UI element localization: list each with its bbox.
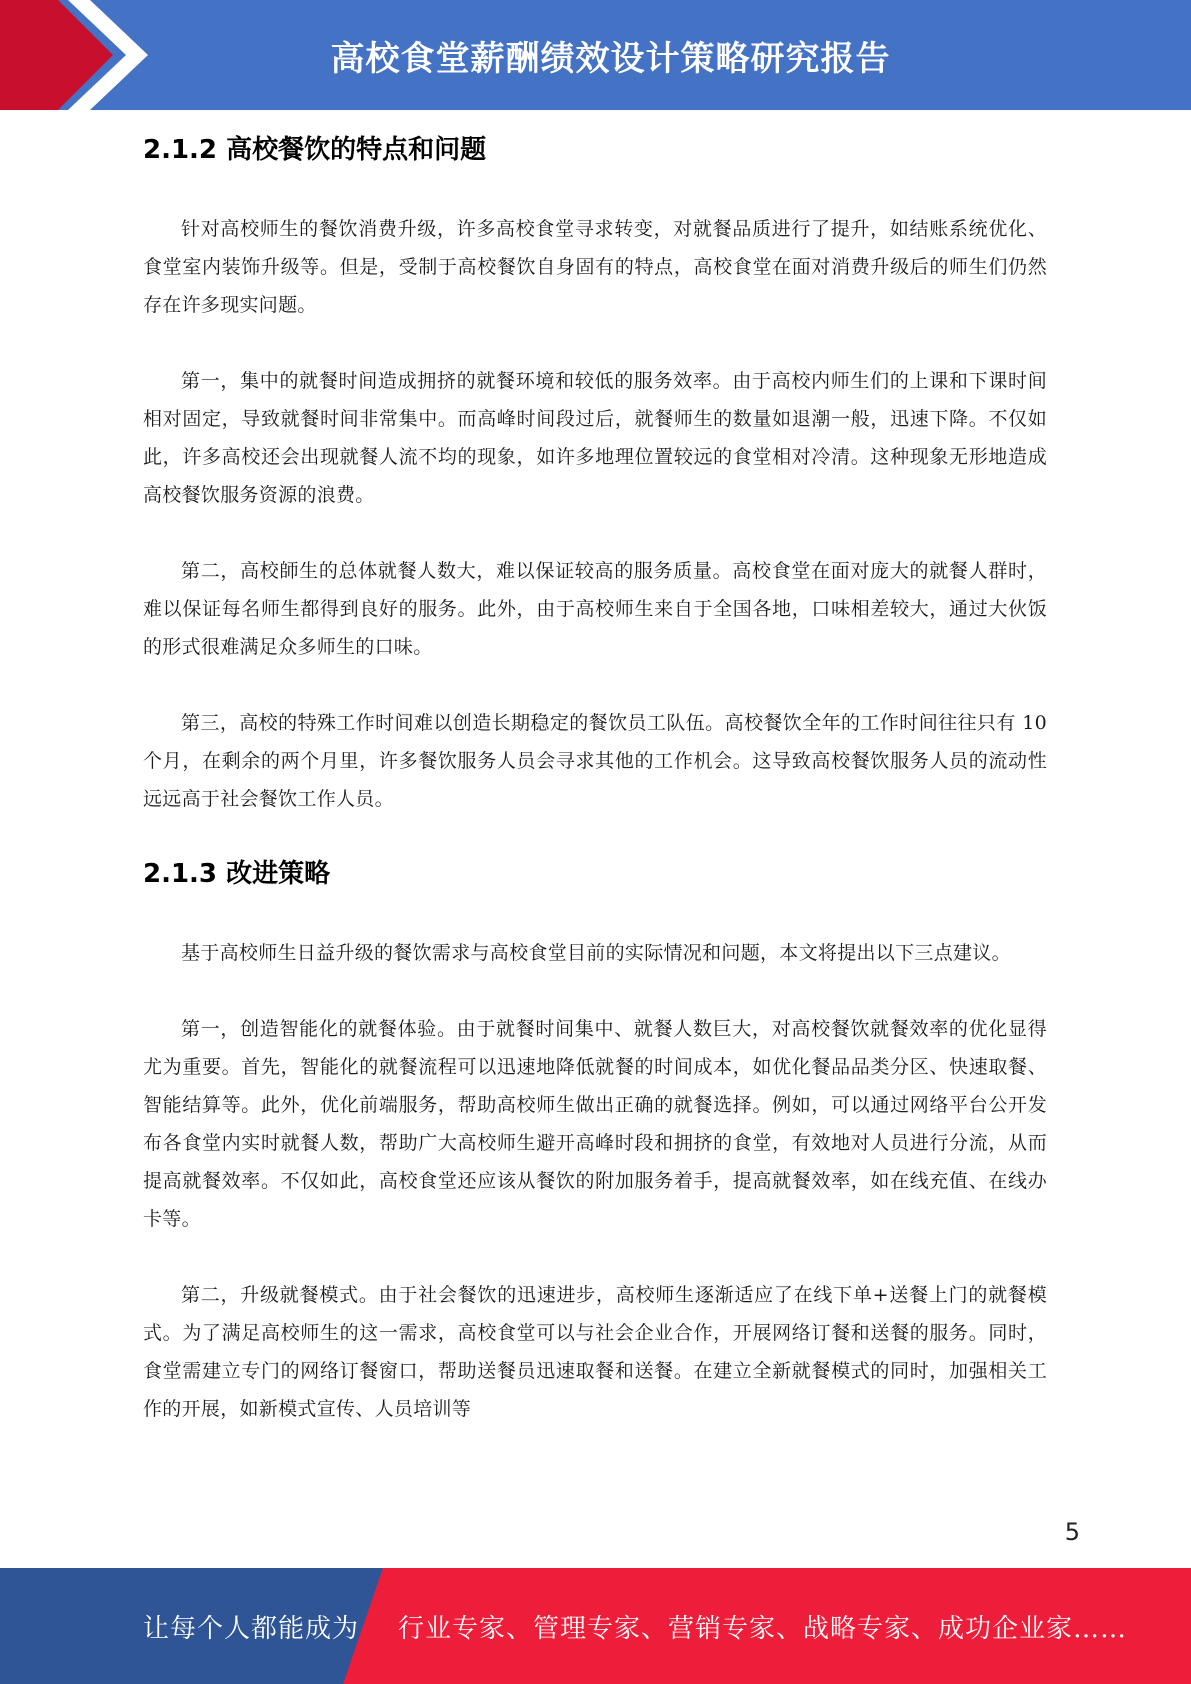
paragraph: 第二，升级就餐模式。由于社会餐饮的迅速进步，高校师生逐渐适应了在线下单+送餐上门的就餐模式。为了满足高校师生的这一需求，高校食堂可以与社会企业合作，开展网络订餐和送餐的服务。同时，食堂需建立专门的网络订餐窗口，帮助送餐员迅速取餐和送餐。在建立全新就餐模式的同时，加强相关工作的开展，如新模式宣传、人员培训等: [143, 1284, 1047, 1420]
section-heading: 2.1.3 改进策略: [143, 859, 331, 889]
paragraph: 基于高校师生日益升级的餐饮需求与高校食堂目前的实际情况和问题，本文将提出以下三点建议。: [181, 942, 1011, 964]
document-title: 高校食堂薪酬绩效设计策略研究报告: [330, 38, 891, 79]
paragraph: 第三，高校的特殊工作时间难以创造长期稳定的餐饮员工队伍。高校餐饮全年的工作时间往往只有 10 个月，在剩余的两个月里，许多餐饮服务人员会寻求其他的工作机会。这导致高校餐饮服务人员的流动性远远高于社会餐饮工作人员。: [143, 712, 1047, 810]
footer-slogan-left: 让每个人都能成为: [143, 1613, 360, 1644]
page-number: 5: [1064, 1518, 1080, 1546]
page-content: [143, 110, 1047, 1428]
footer-slogan-right: 行业专家、管理专家、营销专家、战略专家、成功企业家……: [398, 1613, 1128, 1644]
section-heading: 2.1.2 高校餐饮的特点和问题: [143, 135, 487, 165]
paragraph: 第一，集中的就餐时间造成拥挤的就餐环境和较低的服务效率。由于高校内师生们的上课和下课时间相对固定，导致就餐时间非常集中。而高峰时间段过后，就餐师生的数量如退潮一般，迅速下降。不仅如此，许多高校还会出现就餐人流不均的现象，如许多地理位置较远的食堂相对冷清。这种现象无形地造成高校餐饮服务资源的浪费。: [143, 370, 1047, 506]
paragraph: 针对高校师生的餐饮消费升级，许多高校食堂寻求转变，对就餐品质进行了提升，如结账系统优化、食堂室内装饰升级等。但是，受制于高校餐饮自身固有的特点，高校食堂在面对消费升级后的师生们仍然存在许多现实问题。: [143, 218, 1047, 316]
paragraph: 第二，高校師生的总体就餐人数大，难以保证较高的服务质量。高校食堂在面对庞大的就餐人群时，难以保证每名师生都得到良好的服务。此外，由于高校师生来自于全国各地，口味相差较大，通过大伙饭的形式很难满足众多师生的口味。: [143, 560, 1047, 658]
page-footer: [0, 1568, 1191, 1684]
header-arrow-decoration: [0, 0, 170, 110]
page-header: [0, 0, 1191, 110]
paragraph: 第一，创造智能化的就餐体验。由于就餐时间集中、就餐人数巨大，对高校餐饮就餐效率的优化显得尤为重要。首先，智能化的就餐流程可以迅速地降低就餐的时间成本，如优化餐品品类分区、快速取餐、智能结算等。此外，优化前端服务，帮助高校师生做出正确的就餐选择。例如，可以通过网络平台公开发布各食堂内实时就餐人数，帮助广大高校师生避开高峰时段和拥挤的食堂，有效地对人员进行分流，从而提高就餐效率。不仅如此，高校食堂还应该从餐饮的附加服务着手，提高就餐效率，如在线充值、在线办卡等。: [143, 1018, 1047, 1230]
